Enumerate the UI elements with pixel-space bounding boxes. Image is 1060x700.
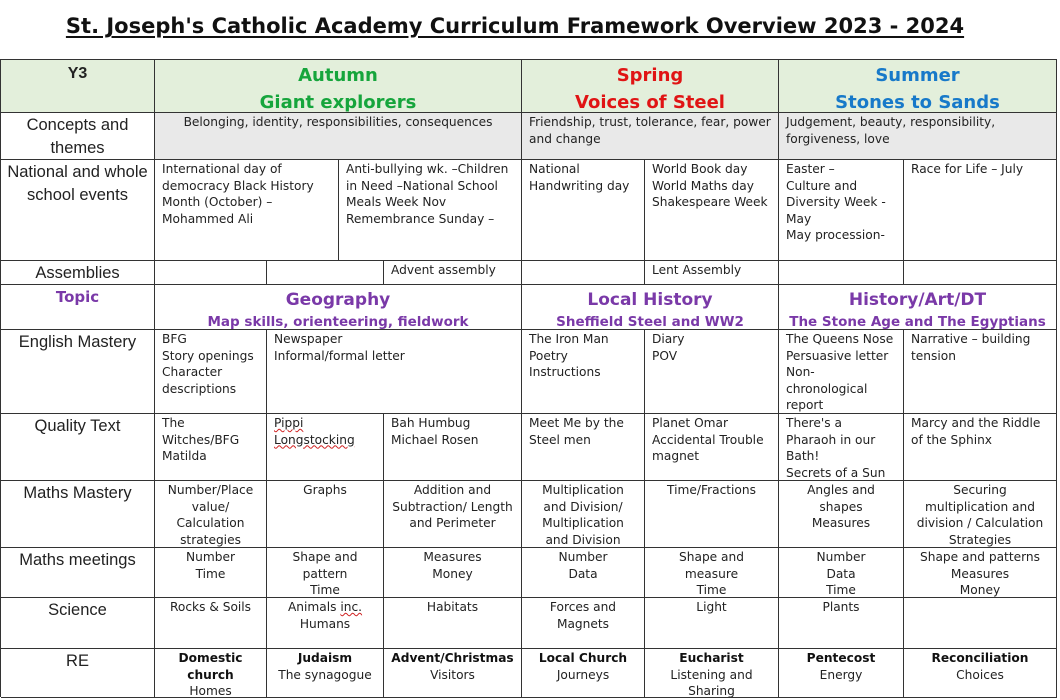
- re-sub: Homes: [189, 684, 232, 698]
- meetings-item: Time: [310, 583, 340, 597]
- english-spring-1: [522, 330, 645, 414]
- english-item: Story openings: [162, 348, 254, 363]
- re-sub: Journeys: [556, 667, 610, 682]
- assembly-summer-2: [904, 261, 1057, 285]
- re-sub: Choices: [956, 667, 1004, 682]
- quality-spring-2: [645, 414, 779, 481]
- assembly-autumn-2: [267, 261, 384, 285]
- quality-item: Matilda: [162, 449, 207, 463]
- science-autumn-3: Habitats: [384, 598, 522, 649]
- meetings-item: Money: [959, 583, 1001, 597]
- concepts-spring: Friendship, trust, tolerance, fear, power and change: [522, 113, 779, 160]
- english-item: Poetry: [529, 348, 568, 363]
- meetings-item: Shape and patterns: [920, 550, 1040, 564]
- meetings-item: Number: [186, 550, 235, 564]
- re-sub: The synagogue: [278, 667, 372, 682]
- meetings-item: Money: [432, 566, 473, 581]
- row-label-maths: Maths Mastery: [1, 481, 155, 548]
- meetings-summer-2: [904, 548, 1057, 598]
- term-autumn: [155, 60, 522, 113]
- maths-item: Measures: [811, 516, 871, 530]
- re-sub: Visitors: [430, 667, 475, 682]
- science-summer-2: [904, 598, 1057, 649]
- science-spring-2: Light: [645, 598, 779, 649]
- events-summer-1-line: May procession-: [786, 228, 885, 242]
- events-autumn-1: International day of democracy Black History Month (October) – Mohammed Ali: [155, 160, 339, 261]
- science-item: inc.: [340, 600, 363, 614]
- term-autumn-name: Autumn: [298, 65, 378, 86]
- meetings-item: Shape and measure: [679, 550, 744, 581]
- re-spring-2: [645, 649, 779, 698]
- maths-summer-1: [779, 481, 904, 548]
- events-autumn-2: Anti-bullying wk. –Children in Need –National School Meals Week Nov Remembrance Sunday –: [339, 160, 522, 261]
- meetings-item: Number: [816, 550, 866, 564]
- re-autumn-2: [267, 649, 384, 698]
- row-label-topic: Topic: [1, 285, 155, 330]
- quality-item: Secrets of a Sun: [786, 465, 886, 480]
- re-title: Advent/Christmas: [391, 651, 514, 665]
- english-item: The Iron Man: [529, 332, 609, 346]
- topic-summer: [779, 285, 1057, 330]
- quality-item: Meet Me by the Steel men: [529, 416, 624, 447]
- assembly-autumn-3: Advent assembly: [384, 261, 522, 285]
- assembly-spring-2: Lent Assembly: [645, 261, 779, 285]
- re-title: Eucharist: [679, 651, 744, 665]
- english-item: The Queens Nose: [786, 332, 894, 346]
- row-label-re: RE: [1, 649, 155, 698]
- term-spring-theme: Voices of Steel: [575, 92, 725, 113]
- events-spring-1: National Handwriting day: [522, 160, 645, 261]
- meetings-autumn-3: [384, 548, 522, 598]
- english-autumn-2: [267, 330, 522, 414]
- meetings-autumn-1: [155, 548, 267, 598]
- english-item: Persuasive letter: [786, 348, 889, 363]
- meetings-item: Shape and pattern: [292, 550, 358, 581]
- english-summer-2: [904, 330, 1057, 414]
- quality-item: Witches/BFG: [162, 432, 240, 447]
- science-autumn-1: Rocks & Soils: [155, 598, 267, 649]
- quality-item: Marcy and the Riddle of the Sphinx: [911, 416, 1041, 447]
- row-label-science: Science: [1, 598, 155, 649]
- row-label-concepts: Concepts and themes: [1, 113, 155, 160]
- re-title: Reconciliation: [931, 651, 1029, 665]
- events-summer-2: Race for Life – July: [904, 160, 1057, 261]
- maths-autumn-3: Addition and Subtraction/ Length and Perimeter: [384, 481, 522, 548]
- quality-autumn-2: [267, 414, 384, 481]
- maths-item: Angles and shapes: [807, 483, 875, 514]
- term-summer: [779, 60, 1057, 113]
- science-summer-1: Plants: [779, 598, 904, 649]
- events-spring-2: World Book day World Maths day Shakespeare Week: [645, 160, 779, 261]
- re-autumn-3: [384, 649, 522, 698]
- meetings-autumn-2: [267, 548, 384, 598]
- assembly-spring-1: [522, 261, 645, 285]
- quality-summer-2: [904, 414, 1057, 481]
- english-item: Non-chronological report: [786, 365, 868, 412]
- english-item: Instructions: [529, 365, 601, 379]
- quality-item: Michael Rosen: [391, 432, 479, 447]
- re-sub: Energy: [819, 667, 863, 682]
- row-label-quality: Quality Text: [1, 414, 155, 481]
- topic-autumn: [155, 285, 522, 330]
- topic-autumn-main: Geography: [285, 290, 391, 310]
- meetings-summer-1: [779, 548, 904, 598]
- re-title: Judaism: [297, 651, 353, 665]
- quality-item: Planet Omar: [652, 416, 729, 430]
- english-summer-1: [779, 330, 904, 414]
- events-summer-1-line: Culture and Diversity Week - May: [786, 178, 886, 226]
- events-summer-1-line: Easter –: [786, 162, 835, 176]
- meetings-item: Data: [826, 566, 856, 581]
- row-label-events: National and whole school events: [1, 160, 155, 261]
- row-label-meetings: Maths meetings: [1, 548, 155, 598]
- quality-item: The: [162, 416, 185, 430]
- quality-autumn-3: [384, 414, 522, 481]
- term-spring-name: Spring: [616, 65, 684, 86]
- assembly-summer-1: [779, 261, 904, 285]
- topic-spring-sub: Sheffield Steel and WW2: [556, 314, 744, 330]
- topic-summer-sub: The Stone Age and The Egyptians: [789, 314, 1046, 330]
- topic-spring: [522, 285, 779, 330]
- science-autumn-2: [267, 598, 384, 649]
- english-autumn-1: [155, 330, 267, 414]
- english-item: Newspaper: [274, 332, 343, 346]
- re-spring-1: [522, 649, 645, 698]
- english-item: Informal/formal letter: [274, 348, 405, 363]
- meetings-item: Measures: [950, 566, 1010, 581]
- topic-autumn-sub: Map skills, orienteering, fieldwork: [207, 314, 469, 330]
- quality-summer-1: [779, 414, 904, 481]
- science-spring-1: Forces and Magnets: [522, 598, 645, 649]
- english-item: Character descriptions: [162, 365, 237, 396]
- meetings-item: Number: [558, 550, 608, 564]
- topic-summer-main: History/Art/DT: [848, 290, 987, 310]
- page-title: St. Joseph's Catholic Academy Curriculum Framework Overview 2023 - 2024: [65, 14, 965, 38]
- quality-item: Longstocking: [274, 432, 355, 447]
- quality-autumn-1: [155, 414, 267, 481]
- concepts-summer: Judgement, beauty, responsibility, forgiveness, love: [779, 113, 1057, 160]
- meetings-spring-1: [522, 548, 645, 598]
- term-summer-theme: Stones to Sands: [835, 92, 1000, 113]
- meetings-item: Measures: [423, 550, 482, 564]
- science-item: Animals: [287, 600, 337, 614]
- english-item: Diary: [652, 332, 685, 346]
- maths-spring-1: Multiplication and Division/ Multiplication and Division: [522, 481, 645, 548]
- re-autumn-1: [155, 649, 267, 698]
- events-summer-1: [779, 160, 904, 261]
- row-label-english: English Mastery: [1, 330, 155, 414]
- english-item: POV: [652, 348, 678, 363]
- re-title: Domestic church: [178, 651, 243, 682]
- quality-item: Accidental Trouble magnet: [652, 432, 764, 463]
- maths-autumn-1: Number/Place value/ Calculation strategies: [155, 481, 267, 548]
- re-sub: Listening and Sharing: [670, 667, 753, 698]
- maths-summer-2: Securing multiplication and division / Calculation Strategies: [904, 481, 1057, 548]
- quality-item: There's a Pharaoh in our Bath!: [786, 416, 876, 463]
- concepts-autumn: Belonging, identity, responsibilities, consequences: [155, 113, 522, 160]
- meetings-item: Time: [195, 566, 226, 581]
- term-summer-name: Summer: [875, 65, 960, 86]
- quality-spring-1: [522, 414, 645, 481]
- meetings-item: Time: [696, 583, 727, 597]
- assembly-autumn-1: [155, 261, 267, 285]
- re-summer-1: [779, 649, 904, 698]
- term-spring: [522, 60, 779, 113]
- term-autumn-theme: Giant explorers: [259, 92, 417, 113]
- english-item: Narrative – building tension: [911, 332, 1031, 363]
- re-title: Local Church: [538, 651, 628, 665]
- row-label-assemblies: Assemblies: [1, 261, 155, 285]
- english-spring-2: [645, 330, 779, 414]
- maths-autumn-2: Graphs: [267, 481, 384, 548]
- science-item: Humans: [299, 616, 351, 631]
- curriculum-table: [0, 59, 1057, 697]
- re-title: Pentecost: [806, 651, 876, 665]
- topic-spring-main: Local History: [587, 290, 713, 310]
- meetings-spring-2: [645, 548, 779, 598]
- meetings-item: Time: [826, 583, 856, 597]
- re-summer-2: [904, 649, 1057, 698]
- quality-item: Bah Humbug: [391, 416, 471, 430]
- english-item: BFG: [162, 332, 187, 346]
- maths-spring-2: Time/Fractions: [645, 481, 779, 548]
- quality-item: Pippi: [274, 416, 304, 430]
- year-label: Y3: [1, 60, 155, 113]
- meetings-item: Data: [568, 566, 598, 581]
